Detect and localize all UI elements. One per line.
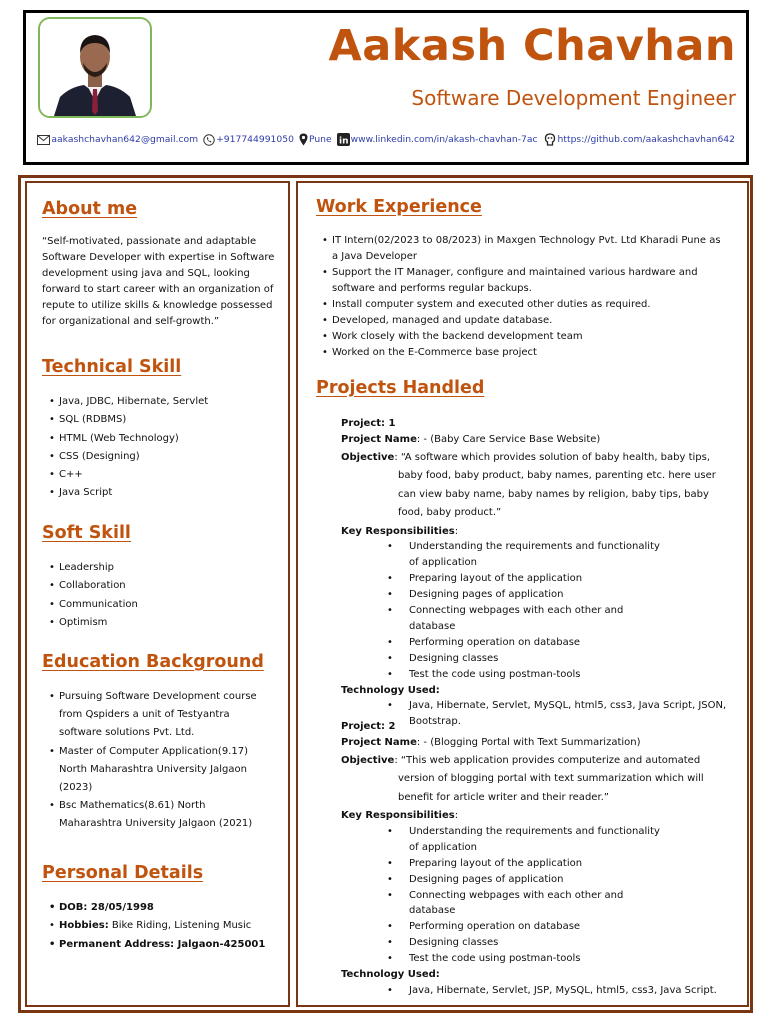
key-resp-row: Key Responsibilities:	[341, 810, 459, 822]
key-resp-list	[341, 824, 671, 967]
list-item: • Test the code using postman-tools	[341, 951, 671, 967]
objective-row	[341, 752, 731, 808]
list-item: • HTML (Web Technology)	[49, 430, 279, 448]
list-item: • IT Intern(02/2023 to 08/2023) in Maxgen Technology Pvt. Ltd Kharadi Pune as a Java Developer	[322, 233, 722, 265]
list-item: • Communication	[49, 596, 279, 614]
list-item: • Preparing layout of the application	[341, 856, 671, 872]
list-item: • Performing operation on database	[341, 919, 671, 935]
list-item: • Bsc Mathematics(8.61) North Maharashtra University Jalgaon (2021)	[49, 797, 271, 833]
about-heading: About me	[42, 199, 138, 219]
phone-icon	[203, 134, 215, 146]
list-item: • Java, Hibernate, Servlet, MySQL, html5, css3, Java Script, JSON, Bootstrap.	[341, 698, 731, 730]
hobbies-value: Bike Riding, Listening Music	[111, 920, 252, 932]
list-item: • Leadership	[49, 559, 279, 577]
resume-header	[23, 10, 749, 165]
email-link[interactable]: aakashchavhan642@gmail.com	[51, 134, 199, 145]
objective-label: Objective	[341, 754, 395, 766]
project-number: Project: 2	[341, 721, 396, 732]
candidate-name: Aakash Chavhan	[328, 21, 736, 71]
about-text: “Self-motivated, passionate and adaptable Software Developer with expertise in Software development using java and SQL, looking forward to start career with an organization of repute to utilize skills & knowledge possessed for organizational and self-growth.”	[42, 236, 275, 327]
linkedin-link[interactable]: www.linkedin.com/in/akash-chavhan-7ac	[350, 134, 538, 145]
list-item: • Designing classes	[341, 935, 671, 951]
candidate-title: Software Development Engineer	[411, 86, 736, 110]
project-name-value: : - (Blogging Portal with Text Summarization)	[416, 736, 641, 748]
list-item: • Connecting webpages with each other and database	[341, 888, 671, 920]
project-number: Project: 1	[341, 418, 396, 429]
list-item: • SQL (RDBMS)	[49, 411, 279, 429]
location-pin-icon	[299, 133, 308, 146]
list-item: • Java, JDBC, Hibernate, Servlet	[49, 393, 279, 411]
technical-skill-heading: Technical Skill	[42, 357, 182, 377]
avatar	[40, 19, 150, 116]
hobbies-item	[49, 917, 284, 935]
project-name-label: Project Name	[341, 736, 417, 748]
svg-text:in: in	[338, 136, 349, 146]
key-resp-row: Key Responsibilities:	[341, 525, 459, 537]
address-item: • Permanent Address: Jalgaon-425001	[49, 936, 284, 954]
list-item: • Understanding the requirements and functionality of application	[341, 539, 671, 571]
list-item: • Performing operation on database	[341, 635, 671, 651]
projects-heading: Projects Handled	[316, 378, 485, 398]
project-name-row	[341, 735, 731, 751]
hobbies-label: Hobbies:	[59, 920, 109, 932]
dob-item: • DOB: 28/05/1998	[49, 899, 284, 917]
key-resp-label: Key Responsibilities	[341, 525, 455, 537]
list-item: • C++	[49, 466, 279, 484]
objective-row	[341, 449, 731, 523]
education-list	[49, 688, 271, 834]
key-resp-list	[341, 539, 671, 682]
project-2	[341, 719, 731, 999]
list-item: • Java Script	[49, 484, 279, 502]
list-item: • Install computer system and executed other duties as required.	[322, 297, 722, 313]
list-item: • Designing pages of application	[341, 587, 671, 603]
personal-heading: Personal Details	[42, 863, 204, 883]
list-item: • CSS (Designing)	[49, 448, 279, 466]
tech-used-list	[341, 983, 731, 999]
list-item: • Test the code using postman-tools	[341, 667, 671, 683]
work-list	[322, 233, 722, 361]
list-item: • Optimism	[49, 614, 279, 632]
list-item: • Designing pages of application	[341, 872, 671, 888]
list-item: • Designing classes	[341, 651, 671, 667]
list-item: • Master of Computer Application(9.17) North Maharashtra University Jalgaon (2023)	[49, 743, 271, 798]
github-icon	[543, 133, 557, 146]
personal-list	[49, 899, 284, 954]
location-text: Pune	[308, 134, 332, 145]
list-item: • Preparing layout of the application	[341, 571, 671, 587]
right-column	[296, 181, 749, 1007]
project-name-row	[341, 432, 731, 448]
objective-value: : “This web application provides computerize and automated version of blogging portal with text summarization which will benefit for article writer and their reader.”	[394, 754, 704, 803]
project-name-value: : - (Baby Care Service Base Website)	[416, 433, 601, 445]
technical-skill-list	[49, 393, 279, 503]
linkedin-icon	[337, 133, 350, 146]
phone-number[interactable]: +917744991050	[216, 134, 294, 145]
list-item: • Support the IT Manager, configure and maintained various hardware and software and performs regular backups.	[322, 265, 722, 297]
objective-label: Objective	[341, 451, 395, 463]
tech-used-label: Technology Used:	[341, 969, 440, 981]
objective-value: : “A software which provides solution of baby health, baby tips, baby food, baby product, baby names, parenting etc. here user can view baby name, baby names by religion, baby tips, baby food, baby product.”	[394, 451, 716, 519]
key-resp-label: Key Responsibilities	[341, 810, 455, 822]
list-item: • Connecting webpages with each other and database	[341, 603, 671, 635]
resume-body	[18, 175, 753, 1013]
list-item: • Pursuing Software Development course from Qspiders a unit of Testyantra software solutions Pvt. Ltd.	[49, 688, 271, 743]
list-item: • Worked on the E-Commerce base project	[322, 345, 722, 361]
work-heading: Work Experience	[316, 197, 482, 217]
education-heading: Education Background	[42, 652, 264, 672]
soft-skill-list	[49, 559, 279, 632]
list-item: • Understanding the requirements and functionality of application	[341, 824, 671, 856]
github-link[interactable]: https://github.com/aakashchavhan642	[557, 134, 735, 145]
list-item: • Developed, managed and update database.	[322, 313, 722, 329]
project-1	[341, 416, 731, 730]
list-item: • Java, Hibernate, Servlet, JSP, MySQL, html5, css3, Java Script.	[341, 983, 731, 999]
profile-photo	[38, 17, 152, 118]
soft-skill-heading: Soft Skill	[42, 523, 131, 543]
project-name-label: Project Name	[341, 433, 417, 445]
email-icon	[37, 135, 50, 145]
list-item: • Work closely with the backend development team	[322, 329, 722, 345]
left-column	[25, 181, 290, 1007]
tech-used-label: Technology Used:	[341, 684, 440, 696]
contact-bar	[37, 133, 738, 146]
list-item: • Collaboration	[49, 577, 279, 595]
